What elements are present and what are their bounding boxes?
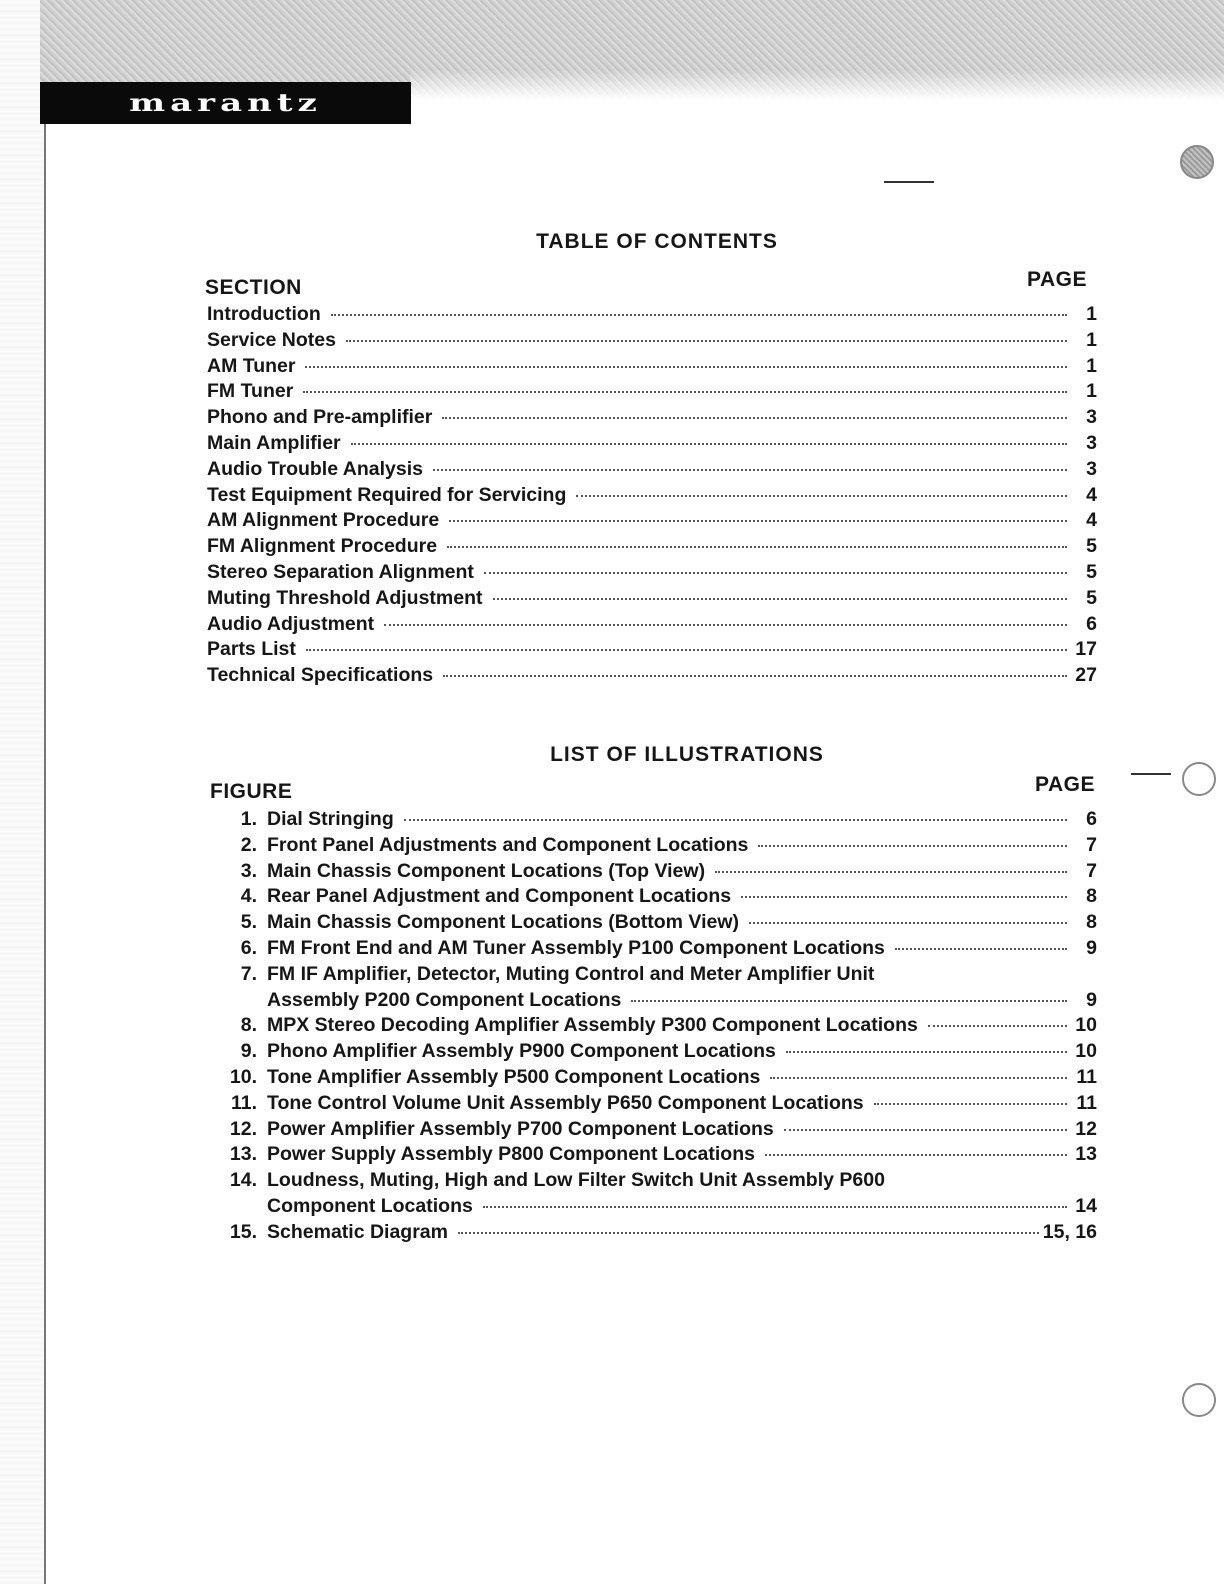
toc-entry	[207, 638, 1097, 664]
punch-hole-icon	[1182, 1383, 1216, 1417]
toc-entry-title: Test Equipment Required for Servicing	[207, 483, 567, 506]
figure-column-label: FIGURE	[210, 780, 293, 803]
toc-entry-title: FM Tuner	[207, 380, 294, 403]
figure-title: FM IF Amplifier, Detector, Muting Control and Meter Amplifier Unit	[267, 962, 875, 985]
toc-entry-page: 6	[1086, 612, 1097, 635]
toc-entry-title: FM Alignment Procedure	[207, 535, 438, 558]
figure-page: 6	[1086, 808, 1097, 830]
figure-entry	[207, 834, 1097, 860]
figure-page: 7	[1086, 833, 1097, 856]
dot-leader	[484, 572, 1067, 574]
toc-entry-title: Technical Specifications	[207, 664, 434, 687]
dot-leader	[346, 340, 1067, 342]
dot-leader	[443, 675, 1067, 677]
toc-entry-page: 3	[1086, 457, 1097, 480]
toc-entry-page: 1	[1086, 380, 1097, 403]
figure-page: 15, 16	[1042, 1220, 1097, 1243]
figure-title: MPX Stereo Decoding Amplifier Assembly P300 Component Locations	[267, 1014, 918, 1037]
toc-entry-title: Stereo Separation Alignment	[207, 560, 474, 583]
figure-page: 7	[1086, 859, 1097, 882]
toc-entry	[207, 561, 1097, 587]
dot-leader	[493, 598, 1067, 600]
toc-entry-title: Muting Threshold Adjustment	[207, 586, 483, 609]
dot-leader	[442, 417, 1067, 419]
toc-entry-title: Audio Adjustment	[207, 612, 375, 635]
dot-leader	[351, 443, 1067, 445]
toc-entry	[207, 355, 1097, 381]
pen-mark	[884, 181, 934, 183]
toc-entry	[207, 664, 1097, 690]
toc-entry	[207, 458, 1097, 484]
figure-page: 10	[1075, 1040, 1097, 1063]
figure-title: Tone Control Volume Unit Assembly P650 Component Locations	[267, 1091, 864, 1114]
figure-title: Tone Amplifier Assembly P500 Component Locations	[267, 1065, 761, 1088]
toc-entry-page: 3	[1086, 431, 1097, 454]
figure-page: 13	[1075, 1143, 1097, 1166]
dot-leader	[741, 896, 1067, 898]
toc-entry	[207, 484, 1097, 510]
figure-page: 11	[1076, 1091, 1097, 1114]
dot-leader	[433, 469, 1067, 471]
toc-entry-title: Parts List	[207, 638, 296, 661]
dot-leader	[770, 1077, 1067, 1079]
figure-number: 14.	[229, 1169, 257, 1192]
figure-title: Front Panel Adjustments and Component Locations	[267, 833, 749, 856]
figure-entry	[207, 1169, 1097, 1195]
figure-page: 12	[1075, 1117, 1097, 1140]
figure-page: 9	[1086, 988, 1097, 1011]
toc-entry-title: AM Tuner	[207, 354, 296, 377]
toc-heading: TABLE OF CONTENTS	[536, 230, 778, 253]
figure-entry	[207, 1221, 1097, 1247]
figure-title: Assembly P200 Component Locations	[267, 988, 622, 1011]
figure-number: 9.	[240, 1040, 257, 1063]
toc-entry-page: 27	[1075, 664, 1097, 687]
figure-entry	[207, 1066, 1097, 1092]
figure-title: Power Amplifier Assembly P700 Component Locations	[267, 1117, 774, 1140]
dot-leader	[331, 314, 1067, 316]
figure-number: 7.	[240, 962, 257, 985]
dot-leader	[749, 922, 1067, 924]
illustrations-heading: LIST OF ILLUSTRATIONS	[550, 743, 824, 766]
page-column-label: PAGE	[1035, 773, 1095, 796]
toc-entry-title: AM Alignment Procedure	[207, 509, 440, 532]
toc-entry-title: Service Notes	[207, 328, 336, 351]
dot-leader	[715, 871, 1067, 873]
figure-entry	[207, 1195, 1097, 1221]
dot-leader	[483, 1206, 1067, 1208]
dot-leader	[765, 1154, 1067, 1156]
dot-leader	[631, 1000, 1067, 1002]
figure-number: 11.	[230, 1091, 257, 1114]
figure-page: 8	[1086, 911, 1097, 934]
figure-title: Component Locations	[267, 1194, 473, 1217]
figure-entry	[207, 1143, 1097, 1169]
toc-entry	[207, 613, 1097, 639]
figure-entry	[207, 885, 1097, 911]
figure-entry	[207, 937, 1097, 963]
figure-page: 9	[1086, 936, 1097, 959]
toc-list	[207, 303, 1097, 690]
dot-leader	[758, 845, 1067, 847]
section-column-label: SECTION	[205, 276, 302, 299]
dot-leader	[447, 546, 1067, 548]
toc-entry-page: 4	[1086, 509, 1097, 532]
toc-entry-page: 1	[1086, 328, 1097, 351]
dot-leader	[895, 948, 1067, 950]
figure-number: 15.	[229, 1220, 257, 1243]
figure-page: 10	[1075, 1014, 1097, 1037]
dot-leader	[305, 366, 1067, 368]
toc-entry-title: Phono and Pre-amplifier	[207, 406, 433, 429]
toc-entry-page: 17	[1075, 638, 1097, 661]
logo-text: marantz	[129, 88, 322, 118]
toc-entry	[207, 380, 1097, 406]
figure-title: Loudness, Muting, High and Low Filter Switch Unit Assembly P600	[267, 1169, 885, 1192]
toc-entry	[207, 535, 1097, 561]
toc-entry-page: 1	[1086, 303, 1097, 325]
toc-entry	[207, 509, 1097, 535]
toc-entry-page: 1	[1086, 354, 1097, 377]
figure-page: 11	[1076, 1065, 1097, 1088]
dot-leader	[458, 1232, 1039, 1234]
figure-title: Dial Stringing	[267, 808, 394, 830]
illustrations-list	[207, 808, 1097, 1247]
figure-page: 8	[1086, 885, 1097, 908]
dot-leader	[384, 624, 1067, 626]
punch-hole-icon	[1180, 145, 1214, 179]
figure-title: Rear Panel Adjustment and Component Locations	[267, 885, 732, 908]
punch-hole-icon	[1182, 762, 1216, 796]
figure-number: 4.	[240, 885, 257, 908]
toc-entry	[207, 432, 1097, 458]
figure-number: 12.	[229, 1117, 257, 1140]
figure-number: 5.	[240, 911, 257, 934]
figure-entry	[207, 989, 1097, 1015]
toc-entry-page: 5	[1086, 586, 1097, 609]
figure-number: 10.	[229, 1065, 257, 1088]
figure-entry	[207, 963, 1097, 989]
figure-title: Phono Amplifier Assembly P900 Component Locations	[267, 1040, 776, 1063]
toc-entry-title: Main Amplifier	[207, 431, 341, 454]
pen-mark	[1131, 773, 1171, 775]
figure-page: 14	[1075, 1194, 1097, 1217]
dot-leader	[576, 495, 1067, 497]
brand-logo	[40, 82, 411, 124]
figure-title: Main Chassis Component Locations (Top View)	[267, 859, 706, 882]
dot-leader	[306, 649, 1067, 651]
figure-title: FM Front End and AM Tuner Assembly P100 Component Locations	[267, 936, 885, 959]
toc-entry	[207, 329, 1097, 355]
figure-entry	[207, 1092, 1097, 1118]
toc-entry-page: 4	[1086, 483, 1097, 506]
figure-entry	[207, 1118, 1097, 1144]
figure-number: 1.	[240, 808, 257, 830]
dot-leader	[928, 1025, 1067, 1027]
dot-leader	[786, 1051, 1067, 1053]
figure-entry	[207, 1040, 1097, 1066]
dot-leader	[449, 520, 1067, 522]
dot-leader	[404, 819, 1067, 821]
figure-number: 6.	[240, 936, 257, 959]
toc-entry-page: 3	[1086, 406, 1097, 429]
figure-number: 13.	[229, 1143, 257, 1166]
figure-title: Schematic Diagram	[267, 1220, 448, 1243]
page-column-label: PAGE	[1027, 268, 1087, 291]
toc-entry-page: 5	[1086, 560, 1097, 583]
toc-entry	[207, 406, 1097, 432]
dot-leader	[784, 1129, 1067, 1131]
dot-leader	[303, 391, 1067, 393]
figure-entry	[207, 1014, 1097, 1040]
figure-number: 2.	[240, 833, 257, 856]
toc-entry-title: Audio Trouble Analysis	[207, 457, 423, 480]
toc-entry-page: 5	[1086, 535, 1097, 558]
figure-entry	[207, 808, 1097, 834]
figure-number: 8.	[240, 1014, 257, 1037]
figure-entry	[207, 911, 1097, 937]
toc-entry	[207, 303, 1097, 329]
figure-number: 3.	[240, 859, 257, 882]
toc-entry	[207, 587, 1097, 613]
toc-entry-title: Introduction	[207, 303, 321, 325]
figure-title: Power Supply Assembly P800 Component Locations	[267, 1143, 755, 1166]
figure-title: Main Chassis Component Locations (Bottom View)	[267, 911, 740, 934]
dot-leader	[874, 1103, 1067, 1105]
figure-entry	[207, 860, 1097, 886]
